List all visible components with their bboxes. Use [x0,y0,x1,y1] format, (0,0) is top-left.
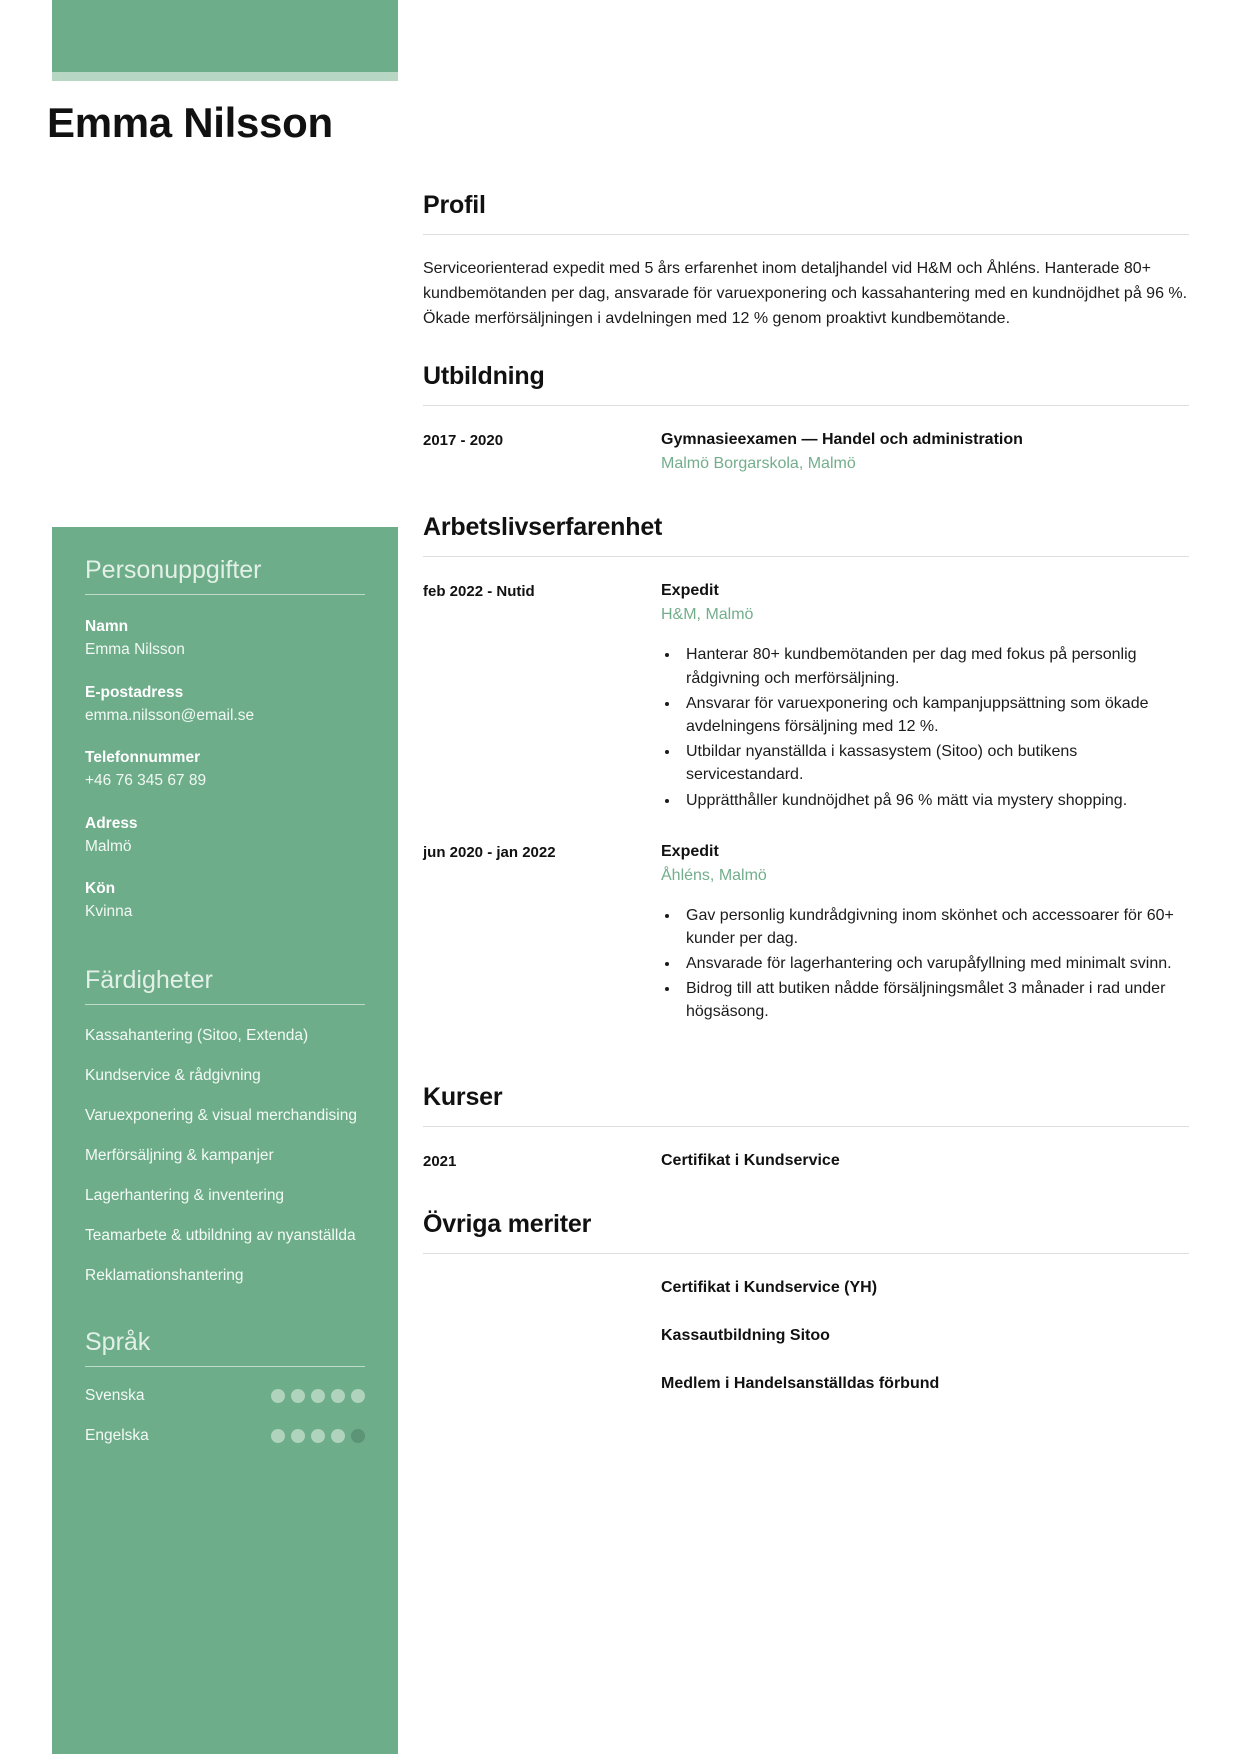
section-title-profile: Profil [423,191,486,219]
personal-field-value: Malmö [85,837,132,855]
rating-dot-filled [291,1429,305,1443]
entry-subtitle: Åhléns, Malmö [661,866,767,884]
entry-subtitle: Malmö Borgarskola, Malmö [661,455,856,473]
merit-entry-list [423,1276,1189,1396]
entry-row [423,579,1189,813]
sidebar-rule-skills [85,1004,365,1005]
entry-period: 2021 [423,1152,457,1170]
language-rating [271,1429,365,1443]
rating-dot-filled [291,1389,305,1403]
entry-bullet: • Hanterar 80+ kundbemötanden per dag med fokus på personlig rådgivning och merförsäljning. [680,643,1189,689]
entry-bullet-list [680,643,1189,811]
skill-list [85,1025,365,1287]
skill-item: Varuexponering & visual merchandising [85,1106,357,1124]
sidebar-gap-1 [85,943,365,965]
skill-item: Lagerhantering & inventering [85,1186,285,1204]
section-title-experience: Arbetslivserfarenhet [423,513,663,542]
entry-row [423,428,1189,476]
skill-item: Reklamationshantering [85,1266,244,1284]
section-courses [423,1082,1189,1174]
sidebar-rule-personal [85,594,365,595]
spacer-profile [423,331,1189,361]
section-rule-other-merits [423,1253,1189,1254]
personal-field-label: Adress [85,814,138,832]
rating-dot-filled [271,1389,285,1403]
spacer-courses [423,1179,1189,1209]
entry-bullet: • Bidrog till att butiken nådde försäljningsmålet 3 månader i rad under högsäsong. [680,977,1189,1023]
section-title-education: Utbildning [423,362,545,391]
personal-field-value: Emma Nilsson [85,641,185,659]
language-name: Engelska [85,1426,149,1444]
merit-title: Medlem i Handelsanställdas förbund [661,1375,940,1393]
entry-body [661,840,1189,1026]
entry-bullet: • Ansvarar för varuexponering och kampanjuppsättning som ökade avdelningens försäljning med 12 %. [680,692,1189,738]
course-entry-list [423,1149,1189,1174]
header-accent-underline [52,72,398,81]
entry-row [423,1149,1189,1174]
sidebar-section-personal [85,555,365,924]
sidebar-heading-personal: Personuppgifter [85,556,262,584]
entry-bullet: • Utbildar nyanställda i kassasystem (Sitoo) och butikens servicestandard. [680,740,1189,786]
section-title-courses: Kurser [423,1082,503,1111]
merit-title: Kassautbildning Sitoo [661,1327,830,1345]
entry-title: Expedit [661,582,719,600]
sidebar [52,527,398,1754]
entry-period: feb 2022 - Nutid [423,583,535,601]
personal-field-label: Namn [85,618,129,635]
personal-field-label: Kön [85,880,116,897]
experience-entry-list [423,579,1189,1025]
entry-subtitle: H&M, Malmö [661,606,754,624]
section-rule-profile [423,234,1189,235]
personal-field [85,746,365,793]
skill-item: Merförsäljning & kampanjer [85,1146,274,1164]
personal-field-label: Telefonnummer [85,749,201,766]
merit-row [423,1276,1189,1300]
sidebar-heading-languages: Språk [85,1327,151,1356]
profile-text: Serviceorienterad expedit med 5 års erfarenhet inom detaljhandel vid H&M och Åhléns. Hanterade 80+ kundbemötanden per dag, ansvarade för varuexponering och kassahantering med en kundnöjdhet på 96 %. Ökade merförsäljningen i avdelningen med 12 % genom proaktivt kundbemötande. [423,260,1188,327]
entry-title: Certifikat i Kundservice [661,1151,840,1169]
entry-bullet: • Gav personlig kundrådgivning inom skönhet och accessoarer för 60+ kunder per dag. [680,904,1189,950]
language-name: Svenska [85,1386,145,1404]
section-education [423,361,1189,476]
skill-item: Kassahantering (Sitoo, Extenda) [85,1026,309,1044]
rating-dot-filled [351,1389,365,1403]
entry-body [661,428,1189,476]
entry-body [661,1149,1189,1174]
name-block [47,100,747,146]
sidebar-rule-languages [85,1366,365,1367]
language-list [85,1387,365,1445]
section-rule-experience [423,556,1189,557]
rating-dot-filled [311,1429,325,1443]
personal-field-list [85,615,365,924]
rating-dot-filled [311,1389,325,1403]
section-rule-education [423,405,1189,406]
entry-period: jun 2020 - jan 2022 [423,843,556,861]
merit-title: Certifikat i Kundservice (YH) [661,1279,878,1297]
sidebar-gap-2 [85,1305,365,1327]
entry-period: 2017 - 2020 [423,432,504,450]
personal-field [85,877,365,924]
merit-period [423,1276,661,1300]
merit-period [423,1372,661,1396]
personal-field-label: E-postadress [85,683,184,701]
entry-title: Expedit [661,842,719,860]
language-row [85,1427,365,1445]
personal-field [85,615,365,662]
entry-body [661,579,1189,813]
header-accent-banner [52,0,398,72]
page-title: Emma Nilsson [47,99,333,146]
merit-row [423,1324,1189,1348]
sidebar-section-languages [85,1327,365,1445]
rating-dot-filled [331,1429,345,1443]
section-other-merits [423,1209,1189,1396]
entry-row [423,840,1189,1026]
language-rating [271,1389,365,1403]
merit-period [423,1324,661,1348]
rating-dot-empty [351,1429,365,1443]
rating-dot-filled [271,1429,285,1443]
sidebar-section-skills [85,965,365,1287]
sidebar-heading-skills: Färdigheter [85,965,213,994]
personal-field-value: emma.nilsson@email.se [85,706,255,724]
merit-row [423,1372,1189,1396]
spacer-education [423,482,1189,512]
personal-field-value: Kvinna [85,903,133,921]
personal-field [85,812,365,859]
entry-title: Gymnasieexamen — Handel och administration [661,431,1023,449]
language-row [85,1387,365,1405]
main-content [423,190,1189,1420]
skill-item: Kundservice & rådgivning [85,1066,261,1084]
education-entry-list [423,428,1189,476]
entry-bullet: • Upprätthåller kundnöjdhet på 96 % mätt via mystery shopping. [680,789,1189,812]
section-profile [423,190,1189,331]
section-experience [423,512,1189,1025]
section-title-other-merits: Övriga meriter [423,1210,592,1239]
personal-field [85,681,365,728]
rating-dot-filled [331,1389,345,1403]
entry-bullet-list [680,904,1189,1024]
skill-item: Teamarbete & utbildning av nyanställda [85,1226,356,1244]
spacer-experience [423,1052,1189,1082]
entry-bullet: • Ansvarade för lagerhantering och varupåfyllning med minimalt svinn. [680,952,1189,975]
section-rule-courses [423,1126,1189,1127]
personal-field-value: +46 76 345 67 89 [85,772,207,790]
